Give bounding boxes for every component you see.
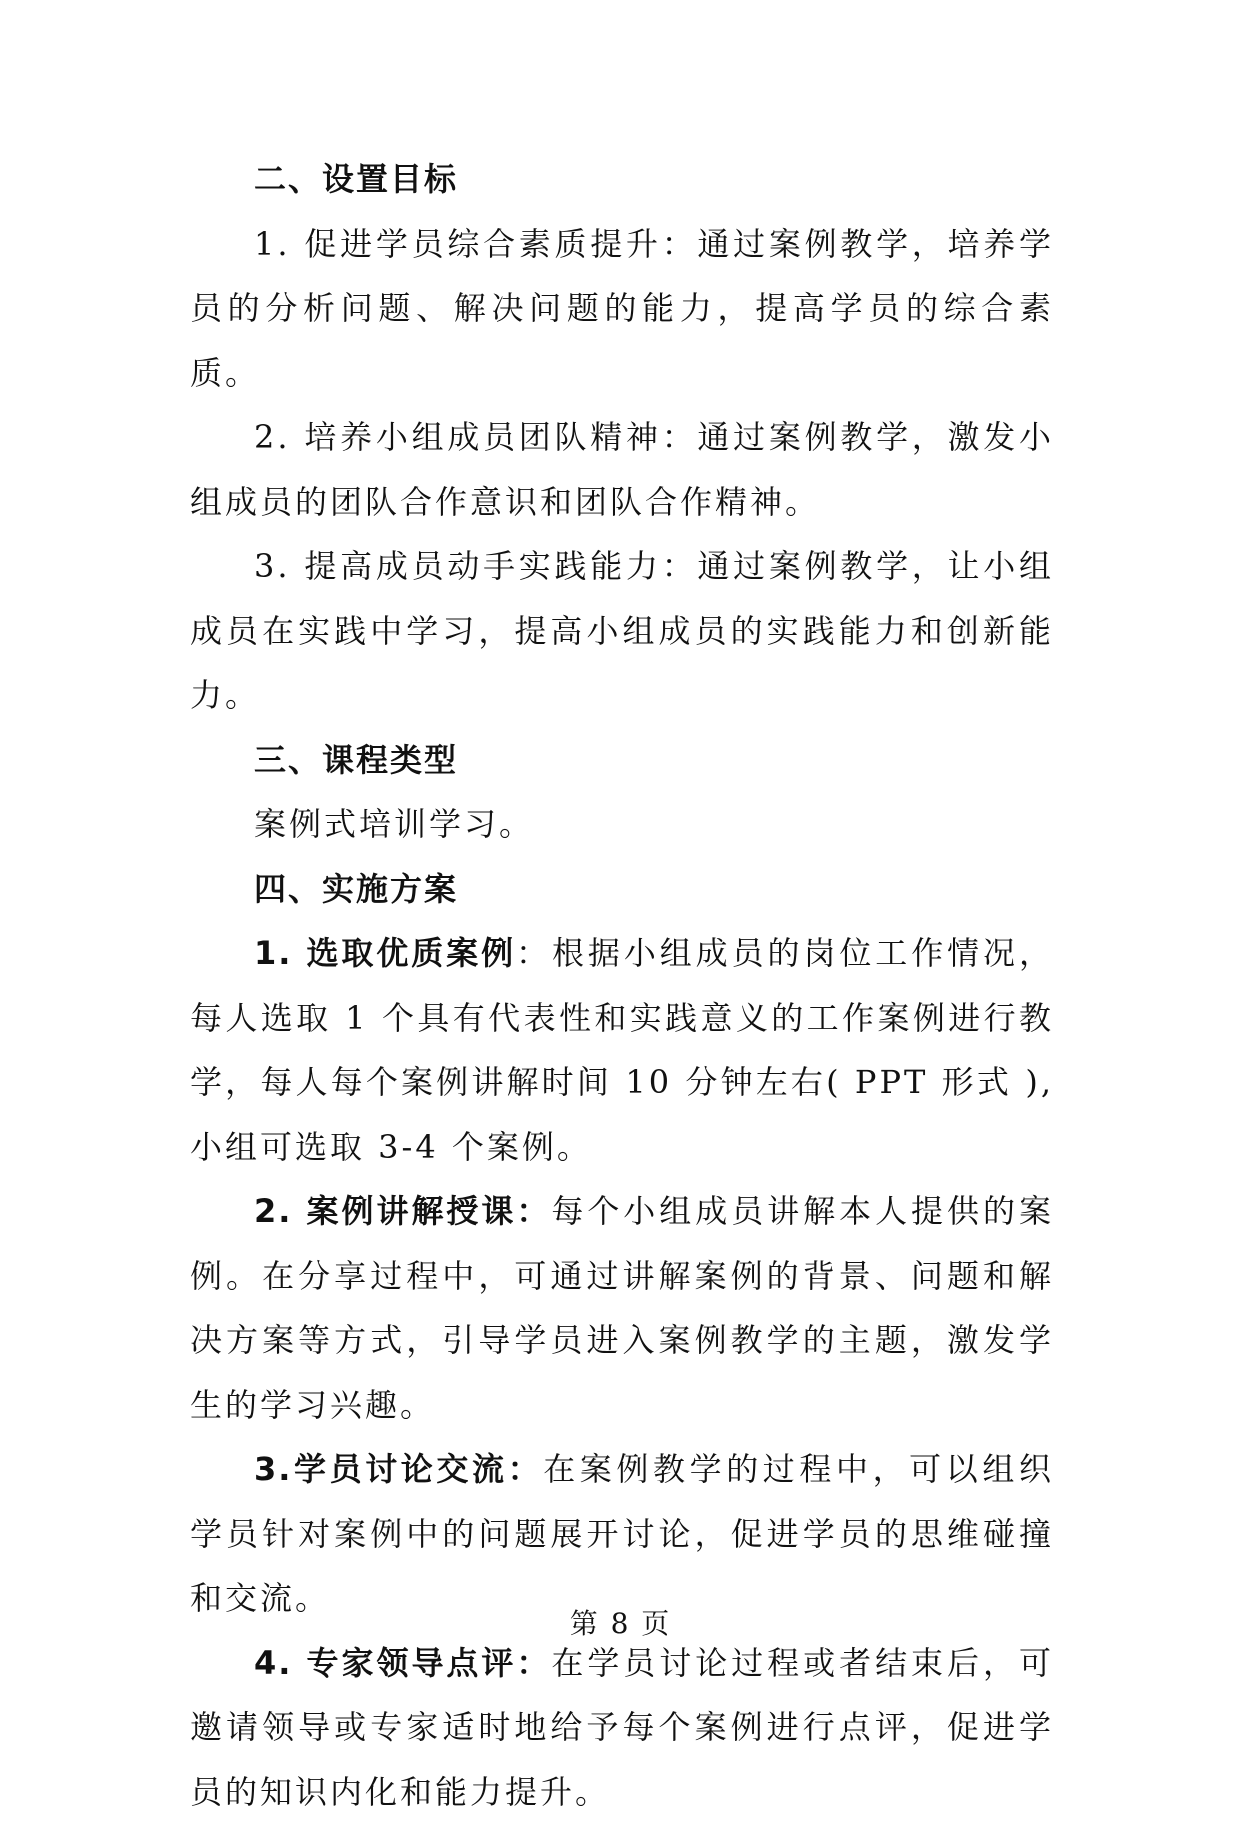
course-type-text: 案例式培训学习。 bbox=[190, 792, 1054, 857]
plan-item-lead: 3.学员讨论交流： bbox=[254, 1450, 543, 1488]
plan-item-text: ：根据小组成员的岗位工作情况，每人选取 1 个具有代表性和实践意义的工作案例进行教学，每人每个案例讲解时间 10 分钟左右( PPT 形式 ),小组可选取 3-4 个案例。 bbox=[190, 934, 1054, 1166]
goal-item: 3. 提高成员动手实践能力：通过案例教学，让小组成员在实践中学习，提高小组成员的实践能力和创新能力。 bbox=[190, 534, 1054, 728]
plan-item bbox=[190, 921, 1054, 1179]
goal-item: 2. 培养小组成员团队精神：通过案例教学，激发小组成员的团队合作意识和团队合作精神。 bbox=[190, 405, 1054, 534]
section-heading-plan: 四、实施方案 bbox=[190, 857, 1054, 922]
document-body bbox=[190, 147, 1054, 1824]
section-heading-goals: 二、设置目标 bbox=[190, 147, 1054, 212]
plan-item bbox=[190, 1179, 1054, 1437]
plan-item-text: 在案例教学的过程中，可以组织学员针对案例中的问题展开讨论，促进学员的思维碰撞和交流。 bbox=[190, 1450, 1054, 1617]
plan-item-text: 每个小组成员讲解本人提供的案例。在分享过程中，可通过讲解案例的背景、问题和解决方案等方式，引导学员进入案例教学的主题，激发学生的学习兴趣。 bbox=[190, 1192, 1054, 1424]
plan-item-text: 在学员讨论过程或者结束后，可邀请领导或专家适时地给予每个案例进行点评，促进学员的知识内化和能力提升。 bbox=[190, 1644, 1054, 1811]
plan-item-lead: 2. 案例讲解授课： bbox=[254, 1192, 551, 1230]
section-heading-course-type: 三、课程类型 bbox=[190, 728, 1054, 793]
goal-item: 1. 促进学员综合素质提升：通过案例教学，培养学员的分析问题、解决问题的能力，提高学员的综合素质。 bbox=[190, 212, 1054, 406]
plan-item-lead: 4. 专家领导点评： bbox=[254, 1644, 551, 1682]
plan-item bbox=[190, 1631, 1054, 1824]
page-number: 第 8 页 bbox=[0, 1602, 1241, 1642]
plan-item-lead: 1. 选取优质案例 bbox=[254, 934, 516, 972]
